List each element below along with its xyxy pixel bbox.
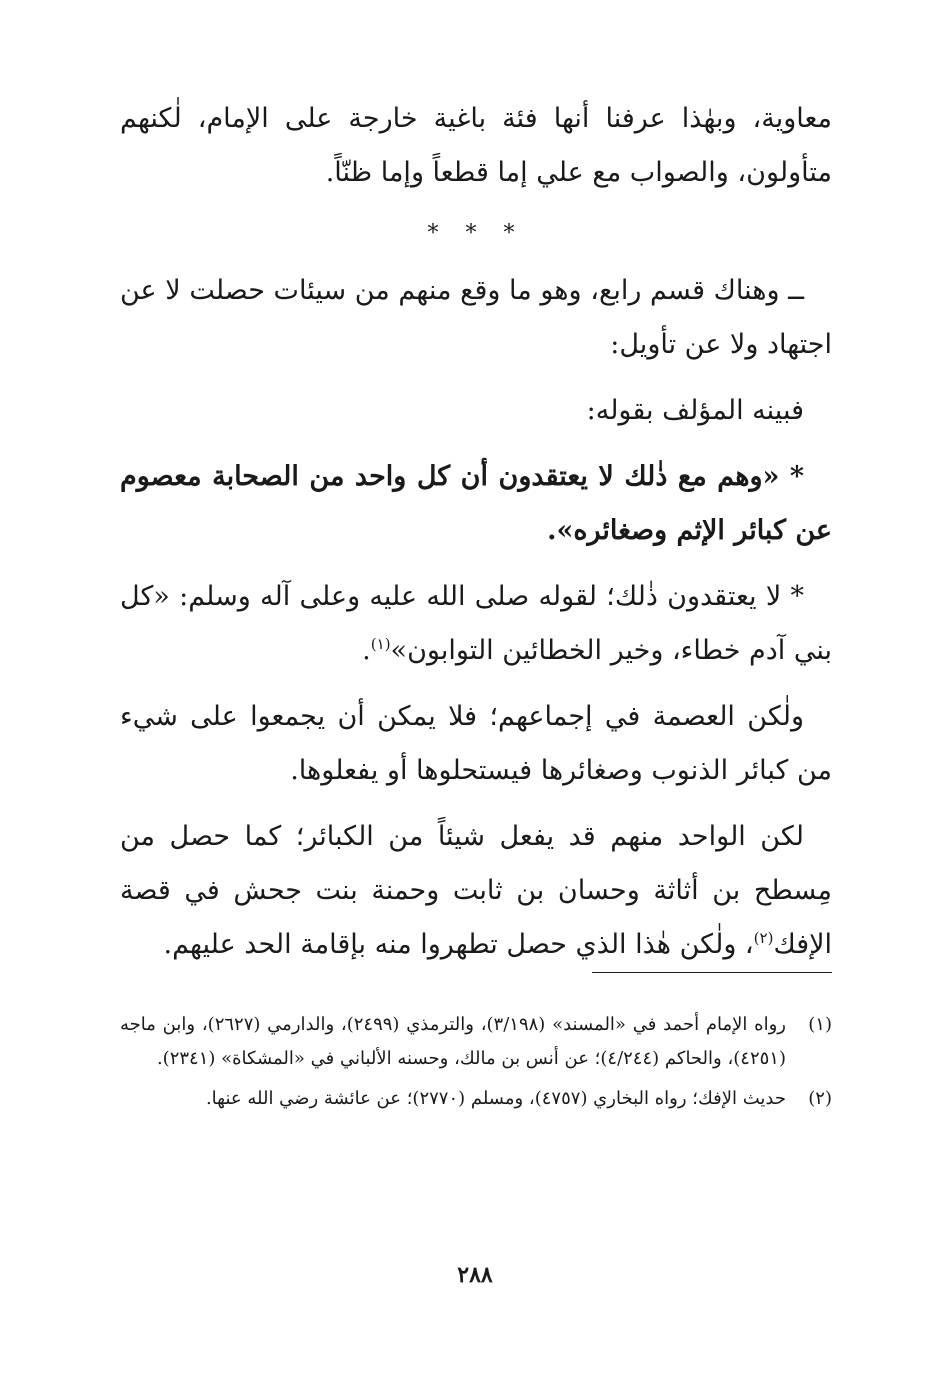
footnote-number: (١) bbox=[808, 1014, 832, 1035]
paragraph-5-end: . bbox=[362, 635, 371, 666]
footnote-text: حديث الإفك؛ رواه البخاري (٤٧٥٧)، ومسلم (٢٧٧٠)؛ عن عائشة رضي الله عنها. bbox=[205, 1088, 786, 1109]
paragraph-7-text: لكن الواحد منهم قد يفعل شيئاً من الكبائر؛ كما حصل من مِسطح بن أثاثة وحسان بن ثابت وحمنة بنت جحش في قصة الإفك bbox=[120, 821, 832, 960]
paragraph-5 bbox=[120, 570, 832, 678]
paragraph-3: فبينه المؤلف بقوله: bbox=[586, 395, 804, 426]
paragraph-2: ــ وهناك قسم رابع، وهو ما وقع منهم من سيئات حصلت لا عن اجتهاد ولا عن تأويل: bbox=[120, 275, 832, 360]
footnote-ref-1: (١) bbox=[370, 635, 391, 653]
footnote-text: رواه الإمام أحمد في «المسند» (٣/١٩٨)، والترمذي (٢٤٩٩)، والدارمي (٢٦٢٧)، وابن ماجه (٤٢٥١)، والحاكم (٤/٢٤٤)؛ عن أنس بن مالك، وحسنه الألباني في «المشكاة» (٢٣٤١). bbox=[120, 1014, 786, 1069]
quoted-text-paragraph: * «وهم مع ذٰلك لا يعتقدون أن كل واحد من الصحابة معصوم عن كبائر الإثم وصغائره». bbox=[120, 461, 832, 546]
paragraph-6: ولٰكن العصمة في إجماعهم؛ فلا يمكن أن يجمعوا على شيء من كبائر الذنوب وصغائرها فيستحلوها أو يفعلوها. bbox=[120, 701, 832, 786]
paragraph-7 bbox=[120, 810, 832, 972]
footnote-ref-2: (٢) bbox=[753, 929, 774, 947]
footnote-number: (٢) bbox=[808, 1088, 832, 1109]
paragraph-7-end: ، ولٰكن هٰذا الذي حصل تطهروا منه بإقامة الحد عليهم. bbox=[163, 929, 754, 960]
paragraph-1: معاوية، وبهٰذا عرفنا أنها فئة باغية خارجة على الإمام، لٰكنهم متأولون، والصواب مع علي إما قطعاً وإما ظنّاً. bbox=[120, 103, 832, 188]
paragraph-5-text: * لا يعتقدون ذٰلك؛ لقوله صلى الله عليه وعلى آله وسلم: «كل بني آدم خطاء، وخير الخطائين التوابون» bbox=[120, 581, 832, 666]
footnote-1 bbox=[120, 1008, 832, 1076]
section-separator: * * * bbox=[427, 221, 525, 246]
page-number: ٢٨٨ bbox=[457, 1262, 493, 1288]
footnotes bbox=[120, 1008, 832, 1122]
page-body bbox=[120, 92, 832, 972]
footnote-2 bbox=[120, 1082, 832, 1116]
footnote-divider bbox=[592, 972, 832, 973]
